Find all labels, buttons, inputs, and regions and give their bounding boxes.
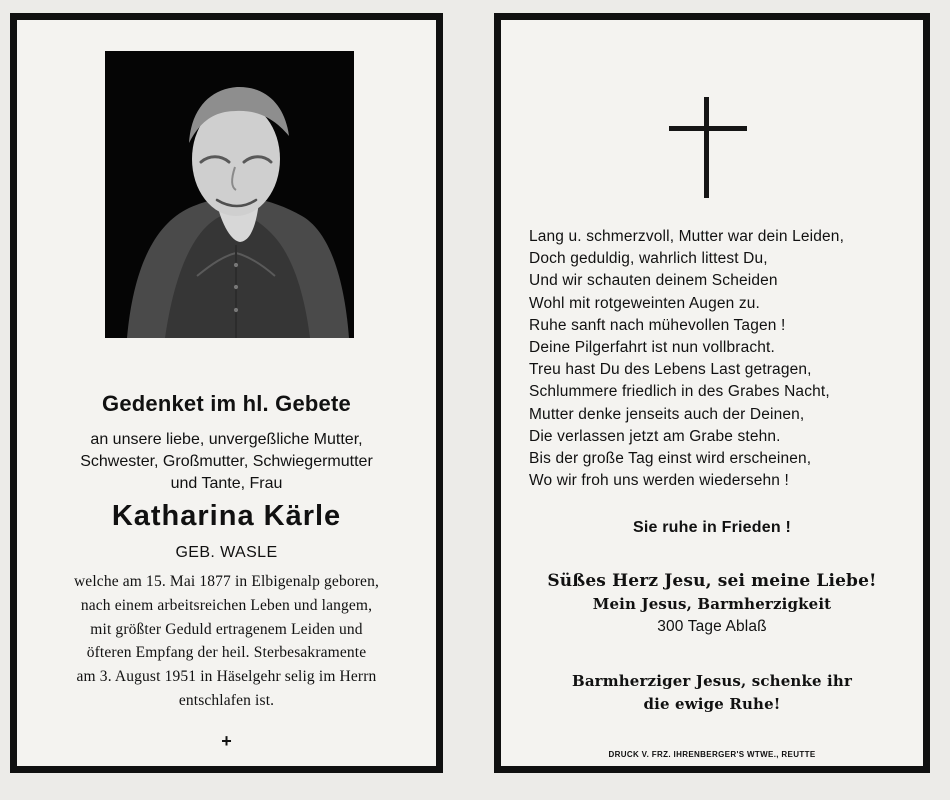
poem-line: Und wir schauten deinem Scheiden	[529, 272, 778, 290]
closing-prayer-line: Barmherziger Jesus, schenke ihr	[571, 672, 853, 690]
cross-horizontal-bar	[669, 126, 747, 131]
remembrance-heading: Gedenket im hl. Gebete	[102, 391, 351, 416]
poem-line: Die verlassen jetzt am Grabe stehn.	[529, 427, 781, 445]
rest-in-peace-line: Sie ruhe in Frieden !	[632, 519, 791, 536]
poem-line: Deine Pilgerfahrt ist nun vollbracht.	[529, 339, 775, 357]
poem-line: Wohl mit rotgeweinten Augen zu.	[529, 294, 760, 312]
biography-line: mit größter Geduld ertragenem Leiden und	[90, 620, 363, 638]
biography-text	[17, 570, 436, 713]
memorial-poem	[529, 226, 844, 492]
dedication-line: an unsere liebe, unvergeßliche Mutter,	[90, 431, 363, 448]
poem-line: Schlummere friedlich in des Grabes Nacht,	[529, 383, 830, 401]
dedication-line: und Tante, Frau	[170, 475, 283, 492]
biography-line: welche am 15. Mai 1877 in Elbigenalp geboren,	[73, 573, 380, 590]
poem-line: Ruhe sanft nach mühevollen Tagen !	[529, 316, 786, 334]
cross-vertical-bar	[704, 97, 709, 198]
poem-line: Lang u. schmerzvoll, Mutter war dein Leiden,	[529, 228, 845, 245]
latin-cross-icon	[669, 97, 747, 198]
printer-credit: DRUCK V. FRZ. IHRENBERGER'S WTWE., REUTTE	[608, 750, 816, 759]
poem-line: Treu hast Du des Lebens Last getragen,	[529, 361, 812, 379]
indulgence-note: 300 Tage Ablaß	[657, 618, 767, 635]
poem-line: Wo wir froh uns werden wiedersehn !	[529, 472, 789, 490]
biography-line: öfteren Empfang der heil. Sterbesakramente	[86, 644, 367, 662]
biography-line: nach einem arbeitsreichen Leben und langem,	[80, 596, 373, 614]
portrait-image	[105, 51, 354, 338]
small-cross-icon: +	[221, 731, 232, 751]
memorial-card-left	[10, 13, 443, 773]
mercy-invocation: Mein Jesus, Barmherzigkeit	[592, 595, 832, 613]
poem-line: Bis der große Tag einst wird erscheinen,	[529, 450, 812, 468]
sacred-heart-prayer: Süßes Herz Jesu, sei meine Liebe!	[547, 571, 877, 591]
dedication-line: Schwester, Großmutter, Schwiegermutter	[80, 453, 373, 470]
poem-line: Doch geduldig, wahrlich littest Du,	[529, 250, 768, 268]
biography-line: entschlafen ist.	[178, 691, 275, 709]
deceased-portrait	[105, 51, 354, 338]
dedication-text	[17, 429, 436, 495]
memorial-card-right	[494, 13, 930, 773]
poem-line: Mutter denke jenseits auch der Deinen,	[529, 405, 805, 423]
birth-name: GEB. WASLE	[175, 544, 278, 561]
biography-line: am 3. August 1951 in Häselgehr selig im Herrn	[76, 668, 377, 686]
deceased-name: Katharina Kärle	[111, 500, 342, 532]
closing-prayer-line: die ewige Ruhe!	[643, 694, 781, 713]
closing-prayer	[501, 670, 923, 715]
